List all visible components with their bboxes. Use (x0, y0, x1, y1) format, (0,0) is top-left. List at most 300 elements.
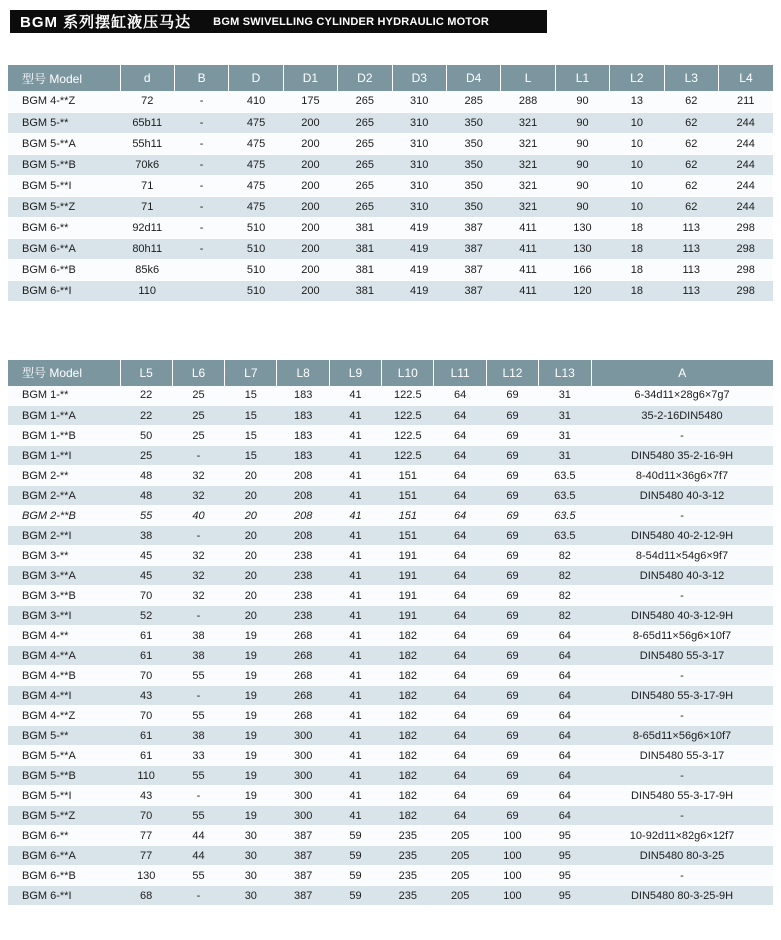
value-cell: 64 (434, 586, 486, 606)
value-cell: 64 (434, 746, 486, 766)
value-cell: 191 (382, 606, 434, 626)
column-header: L (501, 65, 555, 91)
value-cell: 387 (446, 259, 500, 280)
model-cell: BGM 4-**Z (8, 91, 120, 112)
table-row (8, 646, 773, 666)
table-row (8, 526, 773, 546)
model-cell: BGM 5-**A (8, 133, 120, 154)
value-cell: 300 (277, 786, 329, 806)
value-cell: 244 (718, 175, 773, 196)
value-cell: 321 (501, 175, 555, 196)
value-cell: 8-54d11×54g6×9f7 (591, 546, 773, 566)
value-cell: 122.5 (382, 446, 434, 466)
value-cell: 38 (172, 726, 224, 746)
value-cell: 19 (225, 786, 277, 806)
value-cell: 95 (539, 846, 591, 866)
value-cell: - (591, 426, 773, 446)
value-cell: 69 (486, 806, 538, 826)
value-cell: 110 (120, 280, 174, 301)
column-header: L5 (120, 360, 172, 386)
value-cell: 244 (718, 196, 773, 217)
table-row (8, 196, 773, 217)
value-cell: 19 (225, 686, 277, 706)
value-cell: - (174, 217, 228, 238)
value-cell: 22 (120, 406, 172, 426)
value-cell: 64 (434, 446, 486, 466)
value-cell: 69 (486, 546, 538, 566)
value-cell: 41 (329, 706, 381, 726)
value-cell: 510 (229, 259, 283, 280)
value-cell: 95 (539, 866, 591, 886)
value-cell: 130 (555, 238, 609, 259)
value-cell: 268 (277, 646, 329, 666)
value-cell: 265 (338, 175, 392, 196)
value-cell: 69 (486, 446, 538, 466)
value-cell: 20 (225, 606, 277, 626)
model-cell: BGM 5-**I (8, 175, 120, 196)
model-cell: BGM 5-** (8, 726, 120, 746)
value-cell: 130 (555, 217, 609, 238)
value-cell: 510 (229, 280, 283, 301)
value-cell: 300 (277, 806, 329, 826)
value-cell: 90 (555, 112, 609, 133)
value-cell: 31 (539, 406, 591, 426)
value-cell: 69 (486, 666, 538, 686)
value-cell: 64 (434, 486, 486, 506)
value-cell: 64 (539, 706, 591, 726)
value-cell: 19 (225, 666, 277, 686)
value-cell: 77 (120, 826, 172, 846)
value-cell: 300 (277, 726, 329, 746)
value-cell: 15 (225, 446, 277, 466)
value-cell: - (591, 706, 773, 726)
value-cell: 510 (229, 238, 283, 259)
value-cell: 8-65d11×56g6×10f7 (591, 726, 773, 746)
value-cell: 25 (172, 426, 224, 446)
value-cell: 64 (539, 666, 591, 686)
value-cell: 25 (172, 406, 224, 426)
value-cell: 151 (382, 526, 434, 546)
column-header: L7 (225, 360, 277, 386)
value-cell: 350 (446, 154, 500, 175)
model-cell: BGM 2-**I (8, 526, 120, 546)
value-cell: 10 (610, 196, 664, 217)
value-cell: 113 (664, 238, 718, 259)
value-cell: 411 (501, 259, 555, 280)
value-cell: 205 (434, 866, 486, 886)
value-cell: 200 (283, 238, 337, 259)
value-cell: 35-2-16DIN5480 (591, 406, 773, 426)
value-cell: 419 (392, 217, 446, 238)
value-cell: 41 (329, 726, 381, 746)
model-cell: BGM 6-**A (8, 238, 120, 259)
value-cell: 64 (434, 406, 486, 426)
value-cell: 64 (434, 646, 486, 666)
column-header: L8 (277, 360, 329, 386)
value-cell: 64 (539, 626, 591, 646)
value-cell: 50 (120, 426, 172, 446)
value-cell: 30 (225, 886, 277, 906)
value-cell: 62 (664, 175, 718, 196)
value-cell: 90 (555, 175, 609, 196)
table-row (8, 238, 773, 259)
table-row (8, 486, 773, 506)
value-cell: 120 (555, 280, 609, 301)
value-cell: 41 (329, 766, 381, 786)
value-cell: - (174, 238, 228, 259)
table-row (8, 706, 773, 726)
value-cell: 41 (329, 686, 381, 706)
value-cell: 82 (539, 606, 591, 626)
value-cell: 82 (539, 546, 591, 566)
value-cell: 41 (329, 606, 381, 626)
value-cell: 208 (277, 506, 329, 526)
column-header: B (174, 65, 228, 91)
value-cell: - (174, 196, 228, 217)
model-cell: BGM 1-**A (8, 406, 120, 426)
value-cell: 113 (664, 217, 718, 238)
model-cell: BGM 4-**A (8, 646, 120, 666)
value-cell: 350 (446, 196, 500, 217)
value-cell: - (591, 586, 773, 606)
value-cell: 200 (283, 154, 337, 175)
model-cell: BGM 2-**A (8, 486, 120, 506)
table-row (8, 506, 773, 526)
value-cell: 64 (539, 686, 591, 706)
value-cell: 62 (664, 133, 718, 154)
model-cell: BGM 3-** (8, 546, 120, 566)
value-cell: 238 (277, 606, 329, 626)
value-cell: 70 (120, 706, 172, 726)
value-cell: 95 (539, 826, 591, 846)
value-cell: 288 (501, 91, 555, 112)
value-cell: 41 (329, 446, 381, 466)
value-cell: 70 (120, 806, 172, 826)
model-cell: BGM 5-**Z (8, 196, 120, 217)
value-cell: 411 (501, 217, 555, 238)
value-cell: 41 (329, 806, 381, 826)
value-cell: 235 (382, 826, 434, 846)
column-header: L9 (329, 360, 381, 386)
model-cell: BGM 6-**B (8, 259, 120, 280)
page-title-bar (10, 10, 547, 33)
value-cell: 64 (434, 786, 486, 806)
value-cell: 20 (225, 526, 277, 546)
value-cell: 90 (555, 133, 609, 154)
value-cell: 69 (486, 506, 538, 526)
value-cell: 38 (120, 526, 172, 546)
value-cell: 69 (486, 586, 538, 606)
value-cell: 183 (277, 406, 329, 426)
value-cell: 321 (501, 112, 555, 133)
value-cell: 100 (486, 886, 538, 906)
table-row (8, 586, 773, 606)
value-cell: 95 (539, 886, 591, 906)
value-cell: 64 (539, 786, 591, 806)
value-cell: 387 (277, 846, 329, 866)
value-cell: 419 (392, 280, 446, 301)
value-cell: 41 (329, 406, 381, 426)
table-row (8, 826, 773, 846)
column-header: 型号 Model (8, 65, 120, 91)
value-cell: 387 (277, 826, 329, 846)
value-cell: 381 (338, 238, 392, 259)
value-cell: 69 (486, 766, 538, 786)
value-cell: 419 (392, 238, 446, 259)
value-cell: 61 (120, 726, 172, 746)
model-cell: BGM 5-**Z (8, 806, 120, 826)
value-cell: 41 (329, 666, 381, 686)
value-cell: DIN5480 55-3-17-9H (591, 686, 773, 706)
value-cell: 18 (610, 259, 664, 280)
table-row (8, 666, 773, 686)
value-cell: 41 (329, 586, 381, 606)
value-cell: 22 (120, 386, 172, 406)
value-cell: 200 (283, 217, 337, 238)
value-cell: 69 (486, 646, 538, 666)
value-cell: DIN5480 80-3-25 (591, 846, 773, 866)
column-header: d (120, 65, 174, 91)
value-cell: 31 (539, 426, 591, 446)
value-cell: 10 (610, 112, 664, 133)
column-header: L11 (434, 360, 486, 386)
value-cell: DIN5480 40-2-12-9H (591, 526, 773, 546)
table-row (8, 175, 773, 196)
model-cell: BGM 4-**Z (8, 706, 120, 726)
value-cell: 298 (718, 259, 773, 280)
value-cell: 69 (486, 686, 538, 706)
value-cell: 64 (539, 806, 591, 826)
value-cell: 265 (338, 112, 392, 133)
value-cell: 211 (718, 91, 773, 112)
value-cell: 8-40d11×36g6×7f7 (591, 466, 773, 486)
table-row (8, 786, 773, 806)
table-row (8, 426, 773, 446)
table-row (8, 259, 773, 280)
value-cell: 44 (172, 826, 224, 846)
table-row (8, 846, 773, 866)
value-cell (174, 259, 228, 280)
value-cell: 55 (172, 706, 224, 726)
value-cell: - (591, 666, 773, 686)
value-cell: 475 (229, 133, 283, 154)
value-cell: 122.5 (382, 406, 434, 426)
value-cell: 151 (382, 466, 434, 486)
value-cell: - (172, 686, 224, 706)
table-row (8, 566, 773, 586)
value-cell: 100 (486, 866, 538, 886)
value-cell: 411 (501, 280, 555, 301)
value-cell: 298 (718, 280, 773, 301)
value-cell: 265 (338, 196, 392, 217)
dimensions-table-2 (8, 360, 773, 907)
value-cell: 92d11 (120, 217, 174, 238)
value-cell: 387 (446, 238, 500, 259)
value-cell: 69 (486, 406, 538, 426)
value-cell: 191 (382, 586, 434, 606)
table-row (8, 133, 773, 154)
value-cell: 33 (172, 746, 224, 766)
value-cell: 182 (382, 726, 434, 746)
table-row (8, 91, 773, 112)
table-row (8, 866, 773, 886)
value-cell: 15 (225, 426, 277, 446)
value-cell: - (591, 806, 773, 826)
value-cell: DIN5480 40-3-12-9H (591, 606, 773, 626)
column-header: D4 (446, 65, 500, 91)
value-cell: 20 (225, 546, 277, 566)
value-cell: 64 (539, 746, 591, 766)
value-cell: 82 (539, 566, 591, 586)
value-cell: 244 (718, 154, 773, 175)
value-cell: 20 (225, 486, 277, 506)
value-cell: 208 (277, 466, 329, 486)
value-cell: - (172, 606, 224, 626)
column-header: L6 (172, 360, 224, 386)
value-cell: 151 (382, 506, 434, 526)
model-cell: BGM 5-** (8, 112, 120, 133)
value-cell: 48 (120, 486, 172, 506)
value-cell: - (172, 526, 224, 546)
value-cell: 200 (283, 196, 337, 217)
value-cell: 10 (610, 133, 664, 154)
value-cell: 55h11 (120, 133, 174, 154)
value-cell: 20 (225, 506, 277, 526)
value-cell: - (591, 866, 773, 886)
value-cell: 183 (277, 446, 329, 466)
value-cell: 20 (225, 466, 277, 486)
value-cell: 475 (229, 112, 283, 133)
table-row (8, 626, 773, 646)
value-cell: 411 (501, 238, 555, 259)
value-cell: DIN5480 40-3-12 (591, 486, 773, 506)
value-cell: 100 (486, 846, 538, 866)
value-cell: 63.5 (539, 466, 591, 486)
value-cell: 475 (229, 154, 283, 175)
value-cell: 70 (120, 666, 172, 686)
value-cell: 65b11 (120, 112, 174, 133)
value-cell: 70 (120, 586, 172, 606)
value-cell: 64 (434, 386, 486, 406)
value-cell: 321 (501, 154, 555, 175)
value-cell: 182 (382, 766, 434, 786)
model-cell: BGM 6-**I (8, 280, 120, 301)
value-cell: 62 (664, 91, 718, 112)
value-cell: 69 (486, 466, 538, 486)
value-cell: DIN5480 40-3-12 (591, 566, 773, 586)
value-cell: 20 (225, 586, 277, 606)
value-cell: 19 (225, 766, 277, 786)
value-cell: 69 (486, 566, 538, 586)
value-cell: 90 (555, 154, 609, 175)
table-row (8, 686, 773, 706)
model-cell: BGM 2-**B (8, 506, 120, 526)
value-cell: 205 (434, 846, 486, 866)
value-cell: 510 (229, 217, 283, 238)
value-cell: DIN5480 55-3-17-9H (591, 786, 773, 806)
column-header: D3 (392, 65, 446, 91)
value-cell: 265 (338, 133, 392, 154)
model-cell: BGM 1-** (8, 386, 120, 406)
value-cell: 244 (718, 112, 773, 133)
value-cell: 387 (446, 280, 500, 301)
model-cell: BGM 3-**I (8, 606, 120, 626)
dimensions-table-1 (8, 65, 773, 302)
value-cell: 350 (446, 175, 500, 196)
value-cell: 69 (486, 426, 538, 446)
value-cell: 63.5 (539, 486, 591, 506)
value-cell: 52 (120, 606, 172, 626)
column-header: A (591, 360, 773, 386)
table-row (8, 154, 773, 175)
column-header: D1 (283, 65, 337, 91)
model-cell: BGM 6-** (8, 826, 120, 846)
model-cell: BGM 5-**B (8, 766, 120, 786)
value-cell: 310 (392, 133, 446, 154)
value-cell: 205 (434, 886, 486, 906)
value-cell: 19 (225, 746, 277, 766)
page-title-english: BGM SWIVELLING CYLINDER HYDRAULIC MOTOR (213, 15, 490, 28)
value-cell: 13 (610, 91, 664, 112)
model-cell: BGM 1-**B (8, 426, 120, 446)
model-cell: BGM 5-**A (8, 746, 120, 766)
value-cell: 32 (172, 486, 224, 506)
value-cell: 182 (382, 666, 434, 686)
value-cell: 410 (229, 91, 283, 112)
value-cell: 55 (172, 766, 224, 786)
value-cell: 38 (172, 646, 224, 666)
value-cell: 69 (486, 526, 538, 546)
value-cell: 69 (486, 626, 538, 646)
value-cell: 69 (486, 726, 538, 746)
value-cell: 419 (392, 259, 446, 280)
value-cell: 41 (329, 566, 381, 586)
value-cell: 387 (277, 866, 329, 886)
value-cell: 41 (329, 546, 381, 566)
model-cell: BGM 2-** (8, 466, 120, 486)
value-cell: 31 (539, 446, 591, 466)
value-cell: 82 (539, 586, 591, 606)
value-cell: 64 (434, 546, 486, 566)
value-cell: 268 (277, 626, 329, 646)
column-header: L4 (718, 65, 773, 91)
value-cell: 55 (120, 506, 172, 526)
value-cell: 200 (283, 280, 337, 301)
value-cell: 321 (501, 196, 555, 217)
value-cell: 475 (229, 175, 283, 196)
model-cell: BGM 4-** (8, 626, 120, 646)
value-cell: 268 (277, 686, 329, 706)
value-cell: 122.5 (382, 426, 434, 446)
value-cell: 235 (382, 846, 434, 866)
value-cell: 72 (120, 91, 174, 112)
value-cell: 238 (277, 586, 329, 606)
value-cell: 41 (329, 746, 381, 766)
value-cell: 41 (329, 466, 381, 486)
value-cell: 63.5 (539, 506, 591, 526)
value-cell: 62 (664, 196, 718, 217)
value-cell: 20 (225, 566, 277, 586)
table-row (8, 280, 773, 301)
value-cell: 298 (718, 217, 773, 238)
value-cell: 265 (338, 154, 392, 175)
value-cell: 64 (539, 766, 591, 786)
value-cell: 69 (486, 386, 538, 406)
table-row (8, 726, 773, 746)
model-cell: BGM 5-**I (8, 786, 120, 806)
value-cell: 130 (120, 866, 172, 886)
value-cell: 44 (172, 846, 224, 866)
